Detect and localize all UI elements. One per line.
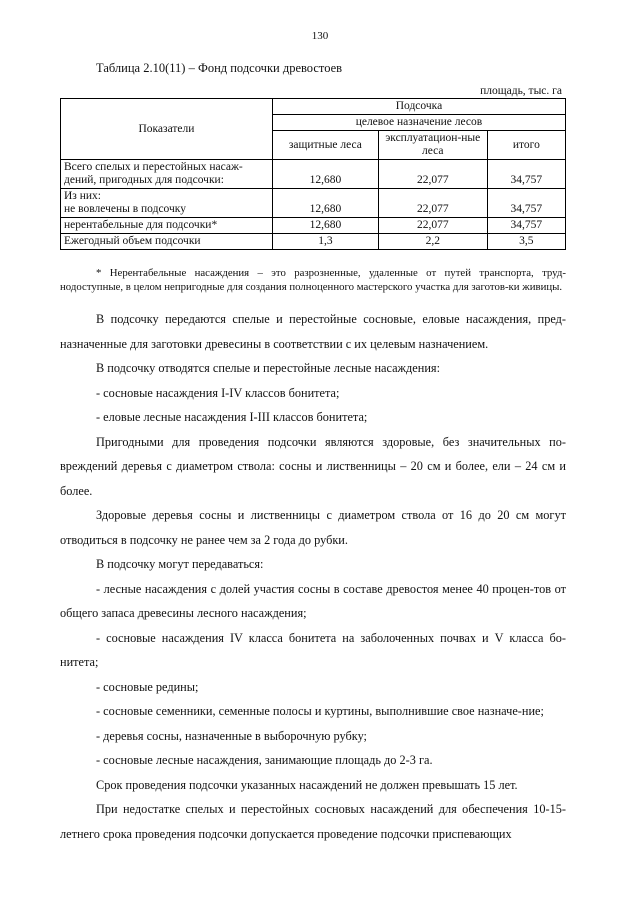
header-indicators: Показатели bbox=[61, 99, 273, 160]
cell-exploitation: 22,077 bbox=[378, 218, 487, 234]
table-row bbox=[61, 218, 566, 234]
row-label-top: Из них: bbox=[64, 190, 101, 202]
table-row bbox=[61, 160, 566, 189]
cell-protective: 12,680 bbox=[272, 160, 378, 189]
paragraph: - сосновые семенники, семенные полосы и куртины, выполнившие свое назначе-ние; bbox=[96, 704, 544, 718]
cell-total: 34,757 bbox=[487, 218, 565, 234]
cell-exploitation: 22,077 bbox=[378, 189, 487, 218]
paragraph: При недостатке спелых и перестойных сосновых насаждений для обеспечения 10-15-летнего срока проведения подсочки допускается проведение подсочки приспевающих bbox=[60, 802, 566, 841]
cell-protective: 12,680 bbox=[272, 218, 378, 234]
cell-total: 3,5 bbox=[487, 234, 565, 250]
header-purpose: целевое назначение лесов bbox=[272, 115, 565, 131]
table-units: площадь, тыс. га bbox=[480, 85, 562, 97]
cell-protective: 12,680 bbox=[272, 189, 378, 218]
paragraph: Пригодными для проведения подсочки являются здоровые, без значительных по-вреждений деревья с диаметром ствола: сосны и лиственницы – 20 см и более, ели – 24 см и более. bbox=[60, 434, 566, 498]
paragraph: Здоровые деревья сосны и лиственницы с диаметром ствола от 16 до 20 см могут отводиться в подсочку не ранее чем за 2 года до рубки. bbox=[60, 508, 566, 547]
paragraph: - сосновые насаждения IV класса бонитета на заболоченных почвах и V класса бо-нитета; bbox=[60, 630, 566, 669]
cell-exploitation: 22,077 bbox=[378, 160, 487, 189]
cell-total: 34,757 bbox=[487, 189, 565, 218]
row-label-main: не вовлечены в подсочку bbox=[64, 203, 186, 215]
table-footnote: * Нерентабельные насаждения – это разрозненные, удаленные от путей транспорта, труд-нодоступные, в целом непригодные для создания полноценного мастерского участка для заготов-ки живицы. bbox=[60, 267, 566, 293]
table-row bbox=[61, 189, 566, 218]
header-exploitation: эксплуатацион-ные леса bbox=[378, 131, 487, 160]
cell-exploitation: 2,2 bbox=[378, 234, 487, 250]
paragraph: В подсочку могут передаваться: bbox=[96, 557, 264, 571]
body-text bbox=[60, 307, 566, 846]
table-caption: Таблица 2.10(11) – Фонд подсочки древостоев bbox=[96, 61, 343, 75]
row-label: Всего спелых и перестойных насаж-дений, пригодных для подсочки: bbox=[61, 160, 273, 189]
page-number: 130 bbox=[311, 30, 329, 42]
paragraph: - сосновые редины; bbox=[96, 679, 199, 694]
paragraph: - лесные насаждения с долей участия сосны в составе древостоя менее 40 процен-тов от общего запаса древесины лесного насаждения; bbox=[60, 581, 566, 620]
paragraph: - еловые лесные насаждения I-III классов бонитета; bbox=[96, 410, 368, 424]
header-tapping: Подсочка bbox=[272, 99, 565, 115]
cell-total: 34,757 bbox=[487, 160, 565, 189]
row-label: нерентабельные для подсочки* bbox=[61, 218, 273, 234]
tapping-fund-table bbox=[60, 98, 566, 250]
cell-protective: 1,3 bbox=[272, 234, 378, 250]
paragraph: В подсочку отводятся спелые и перестойные лесные насаждения: bbox=[96, 361, 440, 375]
paragraph: Срок проведения подсочки указанных насаждений не должен превышать 15 лет. bbox=[96, 777, 518, 792]
header-protective: защитные леса bbox=[272, 131, 378, 160]
paragraph: - деревья сосны, назначенные в выборочную рубку; bbox=[96, 728, 367, 743]
paragraph: - сосновые насаждения I-IV классов бонитета; bbox=[96, 385, 340, 400]
header-total: итого bbox=[487, 131, 565, 160]
row-label bbox=[61, 189, 273, 218]
paragraph: - сосновые лесные насаждения, занимающие площадь до 2-3 га. bbox=[96, 753, 433, 767]
row-label: Ежегодный объем подсочки bbox=[61, 234, 273, 250]
table-row bbox=[61, 234, 566, 250]
paragraph: В подсочку передаются спелые и перестойные сосновые, еловые насаждения, пред-назначенные для заготовки древесины в соответствии с их целевым назначением. bbox=[60, 312, 566, 351]
